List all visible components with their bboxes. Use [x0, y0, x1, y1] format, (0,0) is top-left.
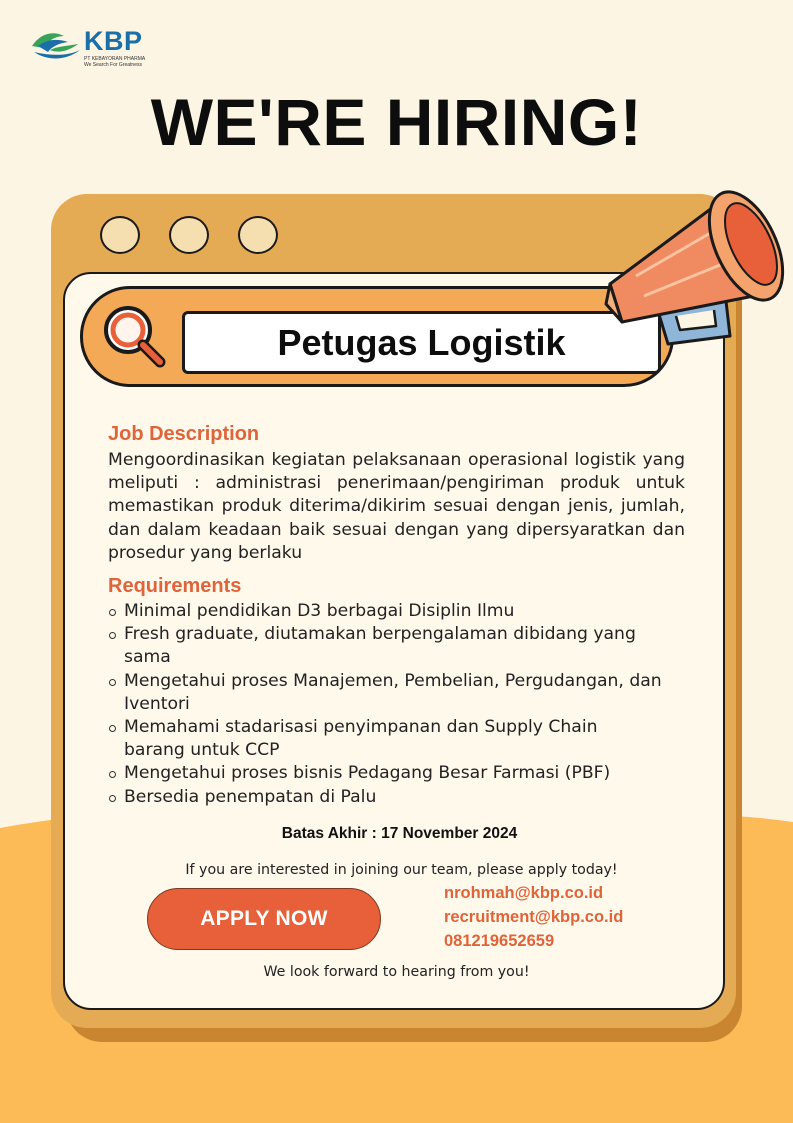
requirement-text: Bersedia penempatan di Palu — [124, 786, 377, 807]
search-icon — [96, 298, 172, 374]
requirement-text: Fresh graduate, diutamakan berpengalaman dibidang yang sama — [124, 624, 636, 668]
contact-email-recruitment[interactable]: recruitment@kbp.co.id — [444, 908, 624, 926]
window-dot-1 — [100, 216, 140, 254]
contact-email-primary[interactable]: nrohmah@kbp.co.id — [444, 884, 604, 902]
requirement-text: Memahami stadarisasi penyimpanan dan Supply Chain barang untuk CCP — [124, 717, 598, 761]
requirement-item — [108, 600, 688, 623]
requirement-text: Minimal pendidikan D3 berbagai Disiplin Ilmu — [124, 601, 515, 621]
headline: WE'RE HIRING! — [150, 85, 643, 159]
logo-text: KBP — [84, 26, 143, 56]
requirements-heading: Requirements — [108, 575, 242, 597]
job-description-text: Mengoordinasikan kegiatan pelaksanaan operasional logistik yang meliputi : administrasi penerimaan/pengiriman produk untuk memastikan produk diterima/dikirim sesuai dengan jenis, jumlah, dan dalam keadaan baik sesuai dengan yang dipersyaratkan dan prosedur yang berlaku — [108, 450, 685, 563]
job-title: Petugas Logistik — [182, 311, 661, 374]
bullet-icon — [109, 771, 116, 778]
window-dot-3 — [238, 216, 278, 254]
interest-text: If you are interested in joining our team, please apply today! — [185, 862, 618, 878]
bullet-icon — [109, 795, 116, 802]
logo-mark-icon — [30, 26, 82, 66]
requirement-item — [108, 716, 648, 762]
requirements-list — [108, 600, 688, 809]
bullet-icon — [109, 679, 116, 686]
bullet-icon — [109, 725, 116, 732]
logo-company-name: PT KEBAYORAN PHARMA — [84, 56, 146, 62]
window-dot-2 — [169, 216, 209, 254]
logo-tagline: We Search For Greatness — [84, 62, 142, 68]
requirement-item — [108, 623, 640, 669]
requirement-text: Mengetahui proses bisnis Pedagang Besar Farmasi (PBF) — [124, 763, 611, 784]
requirement-item — [108, 670, 680, 716]
logo-subtext — [84, 56, 164, 68]
company-logo — [30, 26, 160, 72]
bullet-icon — [109, 632, 116, 639]
apply-now-button[interactable]: APPLY NOW — [147, 888, 381, 950]
requirement-item — [108, 786, 688, 809]
requirement-text: Mengetahui proses Manajemen, Pembelian, Pergudangan, dan Iventori — [124, 670, 662, 714]
job-description-heading: Job Description — [108, 423, 260, 445]
application-deadline: Batas Akhir : 17 November 2024 — [281, 825, 518, 842]
bullet-icon — [109, 609, 116, 616]
closing-text: We look forward to hearing from you! — [263, 964, 530, 980]
requirement-item — [108, 762, 688, 785]
megaphone-icon — [596, 176, 793, 346]
contact-phone[interactable]: 081219652659 — [444, 932, 555, 950]
